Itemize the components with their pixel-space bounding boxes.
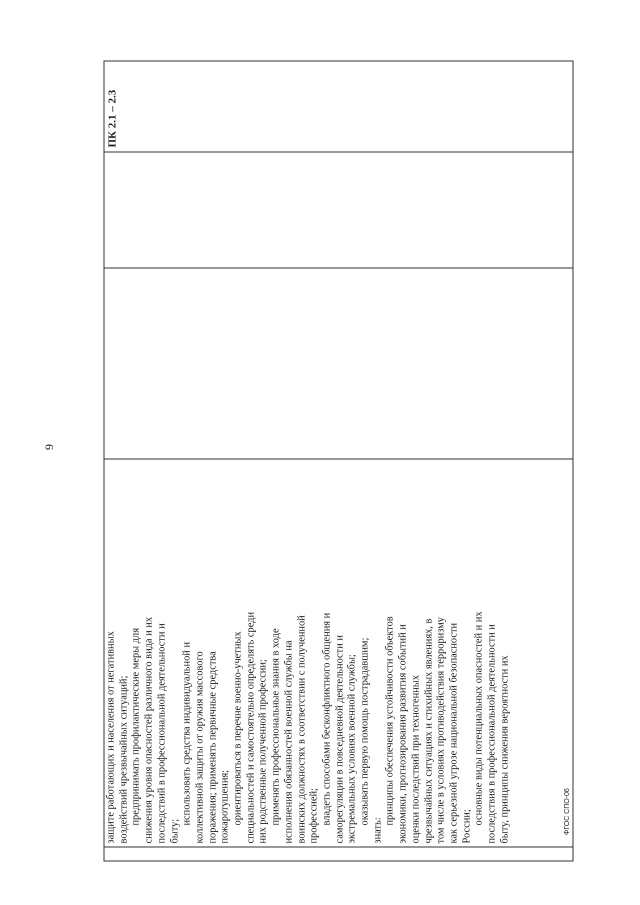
text-line: принципы обеспечения устойчивости объектов [384,616,396,826]
text-line: снижения уровня опасностей различного вида и их [143,616,155,844]
text-line: оценки последствий при техногенных [409,675,421,844]
text-line: поражения; применять первичные средства [206,651,218,844]
text-line: том числе в условиях противодействия терроризму [435,617,447,844]
index-column [104,847,573,861]
discipline-cell [104,152,573,268]
text-line: владеть способами бесконфликтного общения и [320,612,332,826]
text-line: воинских должностях в соответствии с полученной [295,615,307,844]
requirements-text [104,460,512,847]
text-line: специальностей и самостоятельно определять среди [244,611,256,844]
text-line: быту, принципы снижения вероятности их [498,655,510,844]
curriculum-table [103,61,573,862]
text-line: воздействий чрезвычайных ситуаций; [117,675,129,844]
text-line: России; [460,809,472,844]
competence-code: ПК 2.1 – 2.3 [106,89,118,148]
page-number: 9 [42,444,56,450]
text-line: чрезвычайных ситуациях и стихийных явлениях, в [422,618,434,844]
rotated-page-content [103,67,573,862]
text-line: использовать средства индивидуальной и [181,641,193,826]
text-line: них родственные полученной профессии; [257,659,269,844]
text-line: быту; [168,818,180,844]
text-line: оказывать первую помощь пострадавшим; [359,637,371,826]
requirements-cell [104,459,573,847]
text-line: знать: [371,817,383,844]
text-line: основные виды потенциальных опасностей и их [473,611,485,826]
text-line: пожаротушения; [219,769,231,844]
text-line: предпринимать профилактические меры для [130,628,142,826]
text-line: экстремальных условиях военной службы; [346,654,358,844]
table-row [104,61,573,861]
text-line: применять профессиональные знания в ходе [270,628,282,826]
text-line: экономики, прогнозирования развития событий и [397,624,409,844]
text-line: саморегуляции в повседневной деятельности и [333,635,345,844]
text-line: ориентироваться в перечне военно-учетных [232,631,244,826]
text-line: профессией; [308,788,320,844]
text-line: последствия в профессиональной деятельности и [486,624,498,844]
text-line: как серьезной угрозе национальной безопасности [447,622,459,844]
text-line: коллективной защиты от оружия массового [193,651,205,844]
text-line: исполнения обязанностей военной службы на [282,640,294,844]
text-line: защите работающих и населения от негативных [105,631,116,844]
hours-cell [104,268,573,459]
text-line: последствий в профессиональной деятельности и [155,623,167,844]
competence-cell [104,61,573,152]
footer-mark: ФГОС СПО-06 [564,788,571,835]
